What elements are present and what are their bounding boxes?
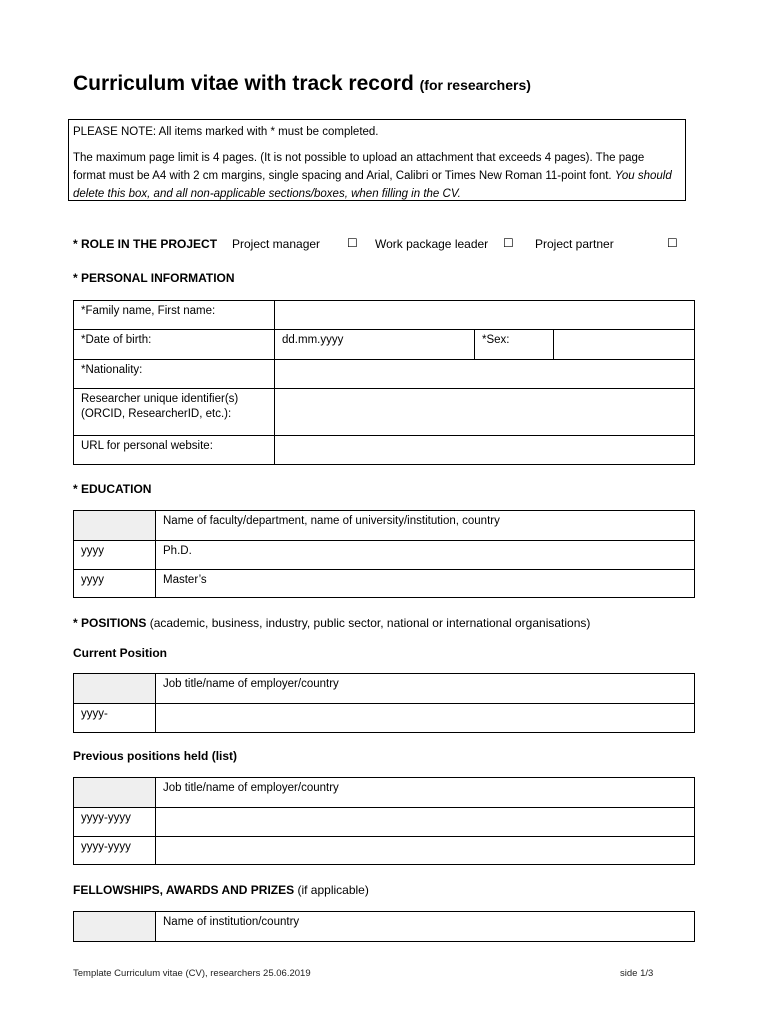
table-row bbox=[74, 436, 695, 465]
role-option-project-partner: Project partner bbox=[535, 237, 614, 251]
personal-heading: * PERSONAL INFORMATION bbox=[73, 271, 235, 285]
fellowships-table bbox=[73, 911, 695, 942]
table-row bbox=[74, 808, 695, 837]
identifier-field[interactable] bbox=[275, 389, 695, 436]
identifier-label bbox=[74, 389, 275, 436]
checkbox-work-package-leader[interactable]: ☐ bbox=[503, 236, 514, 250]
nationality-label: *Nationality: bbox=[74, 360, 275, 389]
nationality-field[interactable] bbox=[275, 360, 695, 389]
identifier-label-line-1: Researcher unique identifier(s) bbox=[81, 393, 239, 405]
role-option-project-manager: Project manager bbox=[232, 237, 321, 251]
education-heading: * EDUCATION bbox=[73, 482, 152, 496]
current-position-table bbox=[73, 673, 695, 733]
checkbox-project-partner[interactable]: ☐ bbox=[667, 236, 678, 250]
previous-position-field[interactable] bbox=[156, 808, 695, 837]
previous-position-field[interactable] bbox=[156, 837, 695, 865]
table-row bbox=[74, 360, 695, 389]
current-position-year[interactable]: yyyy- bbox=[74, 704, 156, 733]
website-label: URL for personal website: bbox=[74, 436, 275, 465]
footer-page-number: side 1/3 bbox=[620, 968, 654, 979]
family-name-field[interactable] bbox=[275, 301, 695, 330]
education-header: Name of faculty/department, name of university/institution, country bbox=[156, 511, 695, 541]
website-field[interactable] bbox=[275, 436, 695, 465]
fellowships-heading-normal: (if applicable) bbox=[297, 883, 369, 897]
current-header-blank bbox=[74, 674, 156, 704]
education-table bbox=[73, 510, 695, 598]
fellowships-heading-bold: FELLOWSHIPS, AWARDS AND PRIZES bbox=[73, 883, 295, 897]
positions-heading-bold: * POSITIONS bbox=[73, 616, 147, 630]
fellowships-header-blank bbox=[74, 912, 156, 942]
previous-positions-table bbox=[73, 777, 695, 865]
current-position-label: Current Position bbox=[73, 646, 168, 660]
instructions-box bbox=[68, 119, 686, 201]
personal-info-table bbox=[73, 300, 695, 465]
note-line-1: PLEASE NOTE: All items marked with * must be completed. bbox=[73, 126, 379, 138]
education-year[interactable]: yyyy bbox=[74, 541, 156, 570]
current-position-header: Job title/name of employer/country bbox=[156, 674, 695, 704]
positions-heading bbox=[73, 616, 590, 630]
table-row bbox=[74, 301, 695, 330]
previous-positions-label bbox=[73, 749, 237, 763]
current-position-field[interactable] bbox=[156, 704, 695, 733]
previous-positions-label-text: Previous positions held (list) bbox=[73, 749, 238, 763]
table-row bbox=[74, 778, 695, 808]
dob-label: *Date of birth: bbox=[74, 330, 275, 360]
note-line-2-plain: The maximum page limit is 4 pages. (It is not possible to upload an attachment that exceeds 4 pages). The page format must be A4 with 2 cm margins, single spacing and Arial, Calibri or Times New Roman 11-point font. bbox=[73, 152, 645, 182]
previous-position-year[interactable]: yyyy-yyyy bbox=[74, 808, 156, 837]
previous-positions-header: Job title/name of employer/country bbox=[156, 778, 695, 808]
role-heading: * ROLE IN THE PROJECT bbox=[73, 237, 218, 251]
table-row bbox=[74, 511, 695, 541]
checkbox-project-manager[interactable]: ☐ bbox=[347, 236, 358, 250]
table-row bbox=[74, 570, 695, 598]
education-degree[interactable]: Master’s bbox=[156, 570, 695, 598]
table-row bbox=[74, 837, 695, 865]
fellowships-heading bbox=[73, 883, 369, 897]
previous-position-year[interactable]: yyyy-yyyy bbox=[74, 837, 156, 865]
role-section bbox=[73, 236, 678, 251]
dob-field[interactable]: dd.mm.yyyy bbox=[275, 330, 475, 360]
table-row bbox=[74, 912, 695, 942]
title-sub: (for researchers) bbox=[419, 77, 531, 93]
identifier-label-line-2: (ORCID, ResearcherID, etc.): bbox=[81, 408, 232, 420]
education-year[interactable]: yyyy bbox=[74, 570, 156, 598]
previous-header-blank bbox=[74, 778, 156, 808]
family-name-label: *Family name, First name: bbox=[74, 301, 275, 330]
footer-template-info: Template Curriculum vitae (CV), researchers 25.06.2019 bbox=[73, 968, 311, 979]
positions-heading-normal: (academic, business, industry, public sector, national or international organisations) bbox=[149, 616, 591, 630]
table-row bbox=[74, 541, 695, 570]
page-title bbox=[73, 72, 531, 96]
sex-label: *Sex: bbox=[475, 330, 554, 360]
note-line-2 bbox=[73, 149, 678, 203]
title-main: Curriculum vitae with track record bbox=[73, 72, 414, 95]
role-option-work-package-leader: Work package leader bbox=[375, 237, 489, 251]
fellowships-header: Name of institution/country bbox=[156, 912, 695, 942]
table-row bbox=[74, 330, 695, 360]
table-row bbox=[74, 704, 695, 733]
sex-field[interactable] bbox=[554, 330, 695, 360]
note-line-2-italic: You should delete this box, and all non-applicable sections/boxes, when filling in the CV. bbox=[73, 170, 672, 200]
education-degree[interactable]: Ph.D. bbox=[156, 541, 695, 570]
table-row bbox=[74, 389, 695, 436]
table-row bbox=[74, 674, 695, 704]
education-header-blank bbox=[74, 511, 156, 541]
